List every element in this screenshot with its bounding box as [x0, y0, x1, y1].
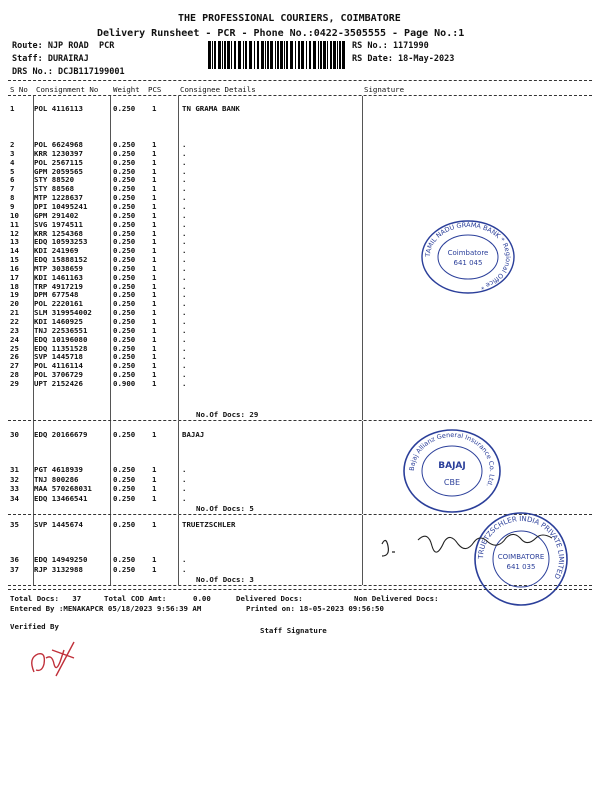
- barcode-bar: [212, 41, 213, 69]
- row-consignment-no: SVG 1974511: [34, 219, 83, 229]
- bajaj-stamp-ring-text: Bajaj Allianz General Insurance Co. Ltd.: [407, 430, 497, 489]
- row-consignment-no: UPT 2152426: [34, 378, 83, 388]
- barcode-bar: [243, 41, 244, 69]
- row-consignment-no: KRR 1254368: [34, 228, 83, 238]
- row-consignee-dot: .: [182, 228, 187, 238]
- barcode-bar: [245, 41, 247, 69]
- header-bottom-rule: [8, 95, 592, 96]
- row-sno: 35: [10, 520, 19, 529]
- row-pcs: 1: [152, 352, 157, 362]
- row-consignment-no: GPM 291402: [34, 210, 79, 220]
- row-pcs: 1: [152, 219, 157, 229]
- barcode-bar: [301, 41, 304, 69]
- row-consignee-dot: .: [182, 564, 187, 574]
- row-consignment-no: SVP 1445674: [34, 520, 83, 529]
- row-sno: 20: [10, 299, 19, 309]
- group-docs-count: No.Of Docs: 3: [196, 575, 254, 584]
- row-weight: 0.250: [113, 520, 136, 529]
- row-pcs: 1: [152, 334, 157, 344]
- row-pcs: 1: [152, 290, 157, 300]
- barcode-bar: [214, 41, 216, 69]
- row-pcs: 1: [152, 465, 157, 474]
- table-row: [0, 104, 600, 114]
- row-sno: 16: [10, 263, 19, 273]
- row-consignee-dot: .: [182, 317, 187, 326]
- bank-stamp-city: Coimbatore: [447, 249, 489, 257]
- barcode-bar: [275, 41, 276, 69]
- row-sno: 25: [10, 343, 19, 353]
- row-consignment-no: SVP 1445718: [34, 352, 83, 362]
- row-pcs: 1: [152, 140, 157, 149]
- row-consignee: TRUETZSCHLER: [182, 520, 236, 529]
- column-divider: [33, 96, 34, 420]
- row-weight: 0.250: [113, 430, 136, 439]
- printed-on: Printed on: 18-05-2023 09:56:50: [246, 604, 384, 613]
- row-sno: 1: [10, 104, 15, 113]
- delivered-docs: Delivered Docs:: [236, 594, 303, 603]
- row-sno: 6: [10, 175, 15, 185]
- rs-date: RS Date: 18-May-2023: [352, 54, 455, 64]
- entered-by: Entered By :MENAKAPCR 05/18/2023 9:56:39 AM: [10, 604, 202, 613]
- col-pcs: PCS: [148, 85, 162, 94]
- row-pcs: 1: [152, 184, 157, 194]
- truetz-stamp-ring-text: TRUETZSCHLER INDIA PRIVATE LIMITED: [476, 514, 566, 581]
- barcode-bar: [224, 41, 226, 69]
- row-weight: 0.250: [113, 184, 136, 194]
- staff-signature-label: Staff Signature: [260, 626, 327, 635]
- row-pcs: 1: [152, 148, 157, 158]
- table-row: [0, 484, 600, 494]
- runsheet-subtitle: Delivery Runsheet - PCR - Phone No.:0422-3505555 - Page No.:1: [97, 28, 465, 39]
- row-pcs: 1: [152, 104, 157, 113]
- bank-regional-office-stamp: [418, 218, 518, 296]
- row-weight: 0.250: [113, 299, 136, 309]
- row-pcs: 1: [152, 378, 157, 388]
- row-sno: 18: [10, 281, 19, 291]
- row-sno: 36: [10, 555, 19, 564]
- row-consignment-no: STY 88568: [34, 184, 75, 194]
- bajaj-stamp-name: BAJAJ: [438, 461, 466, 471]
- barcode-bar: [222, 41, 223, 69]
- total-cod-amount: Total COD Amt: 0.00: [104, 594, 211, 603]
- row-sno: 3: [10, 148, 15, 158]
- row-weight: 0.250: [113, 193, 136, 203]
- row-pcs: 1: [152, 272, 157, 282]
- barcode-bar: [265, 41, 266, 69]
- row-sno: 28: [10, 370, 19, 380]
- row-pcs: 1: [152, 493, 157, 503]
- row-consignment-no: RJP 3132988: [34, 564, 83, 574]
- row-consignee-dot: .: [182, 219, 187, 229]
- row-consignee-dot: .: [182, 290, 187, 300]
- row-pcs: 1: [152, 263, 157, 273]
- row-consignment-no: GPM 2059565: [34, 166, 83, 176]
- footer-rule: [8, 589, 592, 590]
- row-consignment-no: EDQ 15888152: [34, 255, 88, 265]
- row-sno: 4: [10, 157, 15, 167]
- row-weight: 0.250: [113, 272, 136, 282]
- table-row: [0, 475, 600, 485]
- row-consignment-no: EDQ 20166679: [34, 430, 88, 439]
- row-consignment-no: KRR 1230397: [34, 148, 83, 158]
- barcode-bar: [290, 41, 293, 69]
- row-consignee-dot: .: [182, 201, 187, 211]
- row-consignee-dot: .: [182, 272, 187, 282]
- staff-label: Staff: DURAIRAJ: [12, 54, 89, 64]
- row-consignee: BAJAJ: [182, 430, 205, 439]
- row-sno: 32: [10, 474, 19, 484]
- row-weight: 0.900: [113, 378, 136, 388]
- group-separator: [8, 420, 592, 421]
- verified-by-label: Verified By: [10, 622, 59, 631]
- row-weight: 0.250: [113, 166, 136, 176]
- row-sno: 17: [10, 272, 19, 282]
- row-consignee-dot: .: [182, 255, 187, 265]
- row-consignment-no: MTP 3038659: [34, 263, 83, 273]
- table-row: [0, 430, 600, 440]
- barcode-bar: [298, 41, 300, 69]
- row-consignment-no: POL 2220161: [34, 299, 83, 309]
- row-sno: 5: [10, 166, 15, 176]
- row-consignment-no: DPM 677548: [34, 290, 79, 300]
- row-sno: 2: [10, 140, 15, 149]
- row-consignment-no: KDI 1460925: [34, 317, 83, 326]
- barcode-bar: [280, 41, 283, 69]
- row-consignment-no: SLM 319954002: [34, 308, 92, 318]
- row-sno: 12: [10, 228, 19, 238]
- barcode-bar: [218, 41, 221, 69]
- non-delivered-docs: Non Delivered Docs:: [354, 594, 439, 603]
- table-row: [0, 465, 600, 475]
- barcode-bar: [208, 41, 211, 69]
- barcode-bar: [257, 41, 259, 69]
- row-consignee-dot: .: [182, 210, 187, 220]
- row-pcs: 1: [152, 555, 157, 564]
- barcode-bar: [267, 41, 269, 69]
- row-pcs: 1: [152, 175, 157, 185]
- row-weight: 0.250: [113, 465, 136, 474]
- row-weight: 0.250: [113, 228, 136, 238]
- row-consignee-dot: .: [182, 378, 187, 388]
- row-consignee-dot: .: [182, 281, 187, 291]
- row-sno: 9: [10, 201, 15, 211]
- row-weight: 0.250: [113, 263, 136, 273]
- row-sno: 11: [10, 219, 19, 229]
- row-pcs: 1: [152, 255, 157, 265]
- row-consignee-dot: .: [182, 555, 187, 564]
- barcode-bar: [238, 41, 241, 69]
- row-weight: 0.250: [113, 290, 136, 300]
- col-sno: S No: [10, 85, 28, 94]
- row-consignee-dot: .: [182, 474, 187, 484]
- row-weight: 0.250: [113, 474, 136, 484]
- row-consignment-no: PGT 4618939: [34, 465, 83, 474]
- row-consignment-no: POL 4116113: [34, 104, 83, 113]
- truetzschler-signature: [378, 526, 554, 566]
- row-pcs: 1: [152, 370, 157, 380]
- barcode-bar: [330, 41, 332, 69]
- row-consignee-dot: .: [182, 184, 187, 194]
- row-consignee-dot: .: [182, 352, 187, 362]
- runsheet-barcode: [208, 41, 346, 69]
- barcode-bar: [284, 41, 285, 69]
- row-consignee-dot: .: [182, 484, 187, 494]
- row-weight: 0.250: [113, 246, 136, 256]
- row-pcs: 1: [152, 228, 157, 238]
- row-weight: 0.250: [113, 140, 136, 149]
- row-consignee-dot: .: [182, 246, 187, 256]
- row-sno: 15: [10, 255, 19, 265]
- barcode-bar: [313, 41, 316, 69]
- company-title: THE PROFESSIONAL COURIERS, COIMBATORE: [178, 13, 401, 24]
- row-pcs: 1: [152, 317, 157, 326]
- row-pcs: 1: [152, 564, 157, 574]
- row-weight: 0.250: [113, 361, 136, 371]
- barcode-bar: [342, 41, 345, 69]
- row-consignment-no: EDQ 13466541: [34, 493, 88, 503]
- row-sno: 8: [10, 193, 15, 203]
- row-consignment-no: POL 2567115: [34, 157, 83, 167]
- row-weight: 0.250: [113, 104, 136, 113]
- row-consignment-no: KDI 241969: [34, 246, 79, 256]
- row-consignee-dot: .: [182, 334, 187, 344]
- row-pcs: 1: [152, 201, 157, 211]
- row-consignment-no: POL 4116114: [34, 361, 83, 371]
- truetz-stamp-city: COIMBATORE: [497, 553, 545, 561]
- column-divider: [362, 96, 363, 420]
- row-weight: 0.250: [113, 334, 136, 344]
- row-consignee-dot: .: [182, 465, 187, 474]
- row-consignee: TN GRAMA BANK: [182, 104, 240, 113]
- verified-by-signature: [26, 636, 80, 680]
- row-weight: 0.250: [113, 175, 136, 185]
- barcode-bar: [320, 41, 322, 69]
- row-weight: 0.250: [113, 157, 136, 167]
- row-consignee-dot: .: [182, 325, 187, 335]
- row-consignee-dot: .: [182, 166, 187, 176]
- row-consignee-dot: .: [182, 308, 187, 318]
- row-pcs: 1: [152, 246, 157, 256]
- row-consignment-no: TNJ 800286: [34, 474, 79, 484]
- row-weight: 0.250: [113, 343, 136, 353]
- barcode-bar: [231, 41, 232, 69]
- column-divider: [178, 515, 179, 585]
- row-weight: 0.250: [113, 237, 136, 247]
- row-consignment-no: EDQ 14949250: [34, 555, 88, 564]
- row-consignee-dot: .: [182, 299, 187, 309]
- bank-stamp-ring-text: TAMIL NADU GRAMA BANK * Regional Office *: [423, 220, 513, 292]
- barcode-bar: [227, 41, 230, 69]
- barcode-bar: [323, 41, 326, 69]
- column-divider: [178, 421, 179, 514]
- row-weight: 0.250: [113, 555, 136, 564]
- row-sno: 31: [10, 465, 19, 474]
- barcode-bar: [318, 41, 319, 69]
- row-weight: 0.250: [113, 325, 136, 335]
- row-pcs: 1: [152, 193, 157, 203]
- row-consignment-no: MAA 570268031: [34, 484, 92, 494]
- row-pcs: 1: [152, 281, 157, 291]
- row-sno: 19: [10, 290, 19, 300]
- row-sno: 21: [10, 308, 19, 318]
- row-pcs: 1: [152, 361, 157, 371]
- column-divider: [362, 515, 363, 585]
- bajaj-allianz-stamp: [400, 428, 504, 514]
- row-pcs: 1: [152, 343, 157, 353]
- bajaj-stamp-city: CBE: [443, 478, 461, 487]
- row-pcs: 1: [152, 299, 157, 309]
- row-weight: 0.250: [113, 308, 136, 318]
- barcode-bar: [333, 41, 336, 69]
- row-consignment-no: MTP 1228637: [34, 193, 83, 203]
- route-label: Route: NJP ROAD PCR: [12, 41, 115, 51]
- row-sno: 23: [10, 325, 19, 335]
- barcode-bar: [234, 41, 236, 69]
- row-consignment-no: POL 3706729: [34, 370, 83, 380]
- row-weight: 0.250: [113, 148, 136, 158]
- row-weight: 0.250: [113, 317, 136, 326]
- row-consignee-dot: .: [182, 193, 187, 203]
- row-consignee-dot: .: [182, 140, 187, 149]
- barcode-bar: [249, 41, 252, 69]
- barcode-bar: [270, 41, 273, 69]
- row-sno: 24: [10, 334, 19, 344]
- row-sno: 13: [10, 237, 19, 247]
- row-weight: 0.250: [113, 493, 136, 503]
- barcode-bar: [261, 41, 264, 69]
- drs-number: DRS No.: DCJB117199001: [12, 67, 125, 77]
- column-divider: [110, 96, 111, 420]
- column-divider: [110, 515, 111, 585]
- barcode-bar: [337, 41, 338, 69]
- row-pcs: 1: [152, 210, 157, 220]
- row-consignment-no: DPI 10495241: [34, 201, 88, 211]
- row-pcs: 1: [152, 157, 157, 167]
- barcode-bar: [295, 41, 296, 69]
- row-sno: 26: [10, 352, 19, 362]
- barcode-bar: [339, 41, 341, 69]
- row-weight: 0.250: [113, 210, 136, 220]
- row-weight: 0.250: [113, 564, 136, 574]
- row-consignee-dot: .: [182, 370, 187, 380]
- row-sno: 30: [10, 430, 19, 439]
- barcode-bar: [286, 41, 288, 69]
- row-consignee-dot: .: [182, 175, 187, 185]
- row-sno: 10: [10, 210, 19, 220]
- row-pcs: 1: [152, 308, 157, 318]
- row-consignee-dot: .: [182, 148, 187, 158]
- group-docs-count: No.Of Docs: 29: [196, 410, 259, 419]
- row-weight: 0.250: [113, 370, 136, 380]
- row-consignee-dot: .: [182, 157, 187, 167]
- row-sno: 7: [10, 184, 15, 194]
- header-top-rule: [8, 80, 592, 81]
- row-consignment-no: TNJ 22536551: [34, 325, 88, 335]
- row-pcs: 1: [152, 325, 157, 335]
- barcode-bar: [309, 41, 311, 69]
- row-consignment-no: POL 6624968: [34, 140, 83, 149]
- col-consignment: Consignment No: [36, 85, 99, 94]
- total-docs: Total Docs: 37: [10, 594, 82, 603]
- row-consignment-no: EDQ 10196080: [34, 334, 88, 344]
- column-divider: [362, 421, 363, 514]
- row-pcs: 1: [152, 520, 157, 529]
- col-signature: Signature: [364, 85, 405, 94]
- rs-number: RS No.: 1171990: [352, 41, 429, 51]
- row-pcs: 1: [152, 237, 157, 247]
- row-sno: 27: [10, 361, 19, 371]
- row-weight: 0.250: [113, 255, 136, 265]
- row-consignee-dot: .: [182, 493, 187, 503]
- row-consignment-no: STY 88520: [34, 175, 75, 185]
- truetz-stamp-pin: 641 035: [506, 563, 536, 571]
- row-consignee-dot: .: [182, 343, 187, 353]
- row-sno: 29: [10, 378, 19, 388]
- barcode-bar: [254, 41, 255, 69]
- row-consignee-dot: .: [182, 361, 187, 371]
- row-sno: 37: [10, 564, 19, 574]
- row-weight: 0.250: [113, 201, 136, 211]
- row-consignment-no: TRP 4917219: [34, 281, 83, 291]
- row-sno: 33: [10, 484, 19, 494]
- row-consignee-dot: .: [182, 263, 187, 273]
- column-divider: [110, 421, 111, 514]
- row-sno: 14: [10, 246, 19, 256]
- row-pcs: 1: [152, 474, 157, 484]
- column-divider: [33, 515, 34, 585]
- row-consignment-no: EDQ 10593253: [34, 237, 88, 247]
- col-weight: Weight: [113, 85, 140, 94]
- row-weight: 0.250: [113, 219, 136, 229]
- row-weight: 0.250: [113, 484, 136, 494]
- table-row: [0, 494, 600, 504]
- column-divider: [33, 421, 34, 514]
- barcode-bar: [277, 41, 279, 69]
- barcode-bar: [327, 41, 328, 69]
- row-pcs: 1: [152, 484, 157, 494]
- row-pcs: 1: [152, 166, 157, 176]
- barcode-bar: [306, 41, 307, 69]
- row-weight: 0.250: [113, 352, 136, 362]
- group-docs-count: No.Of Docs: 5: [196, 504, 254, 513]
- row-sno: 34: [10, 493, 19, 503]
- row-weight: 0.250: [113, 281, 136, 291]
- row-consignee-dot: .: [182, 237, 187, 247]
- row-sno: 22: [10, 317, 19, 326]
- row-consignment-no: EDQ 11351528: [34, 343, 88, 353]
- row-consignment-no: KDI 1461163: [34, 272, 83, 282]
- table-row: [0, 379, 600, 389]
- bank-stamp-pin: 641 045: [453, 259, 483, 267]
- col-consignee: Consignee Details: [180, 85, 256, 94]
- row-pcs: 1: [152, 430, 157, 439]
- column-divider: [178, 96, 179, 420]
